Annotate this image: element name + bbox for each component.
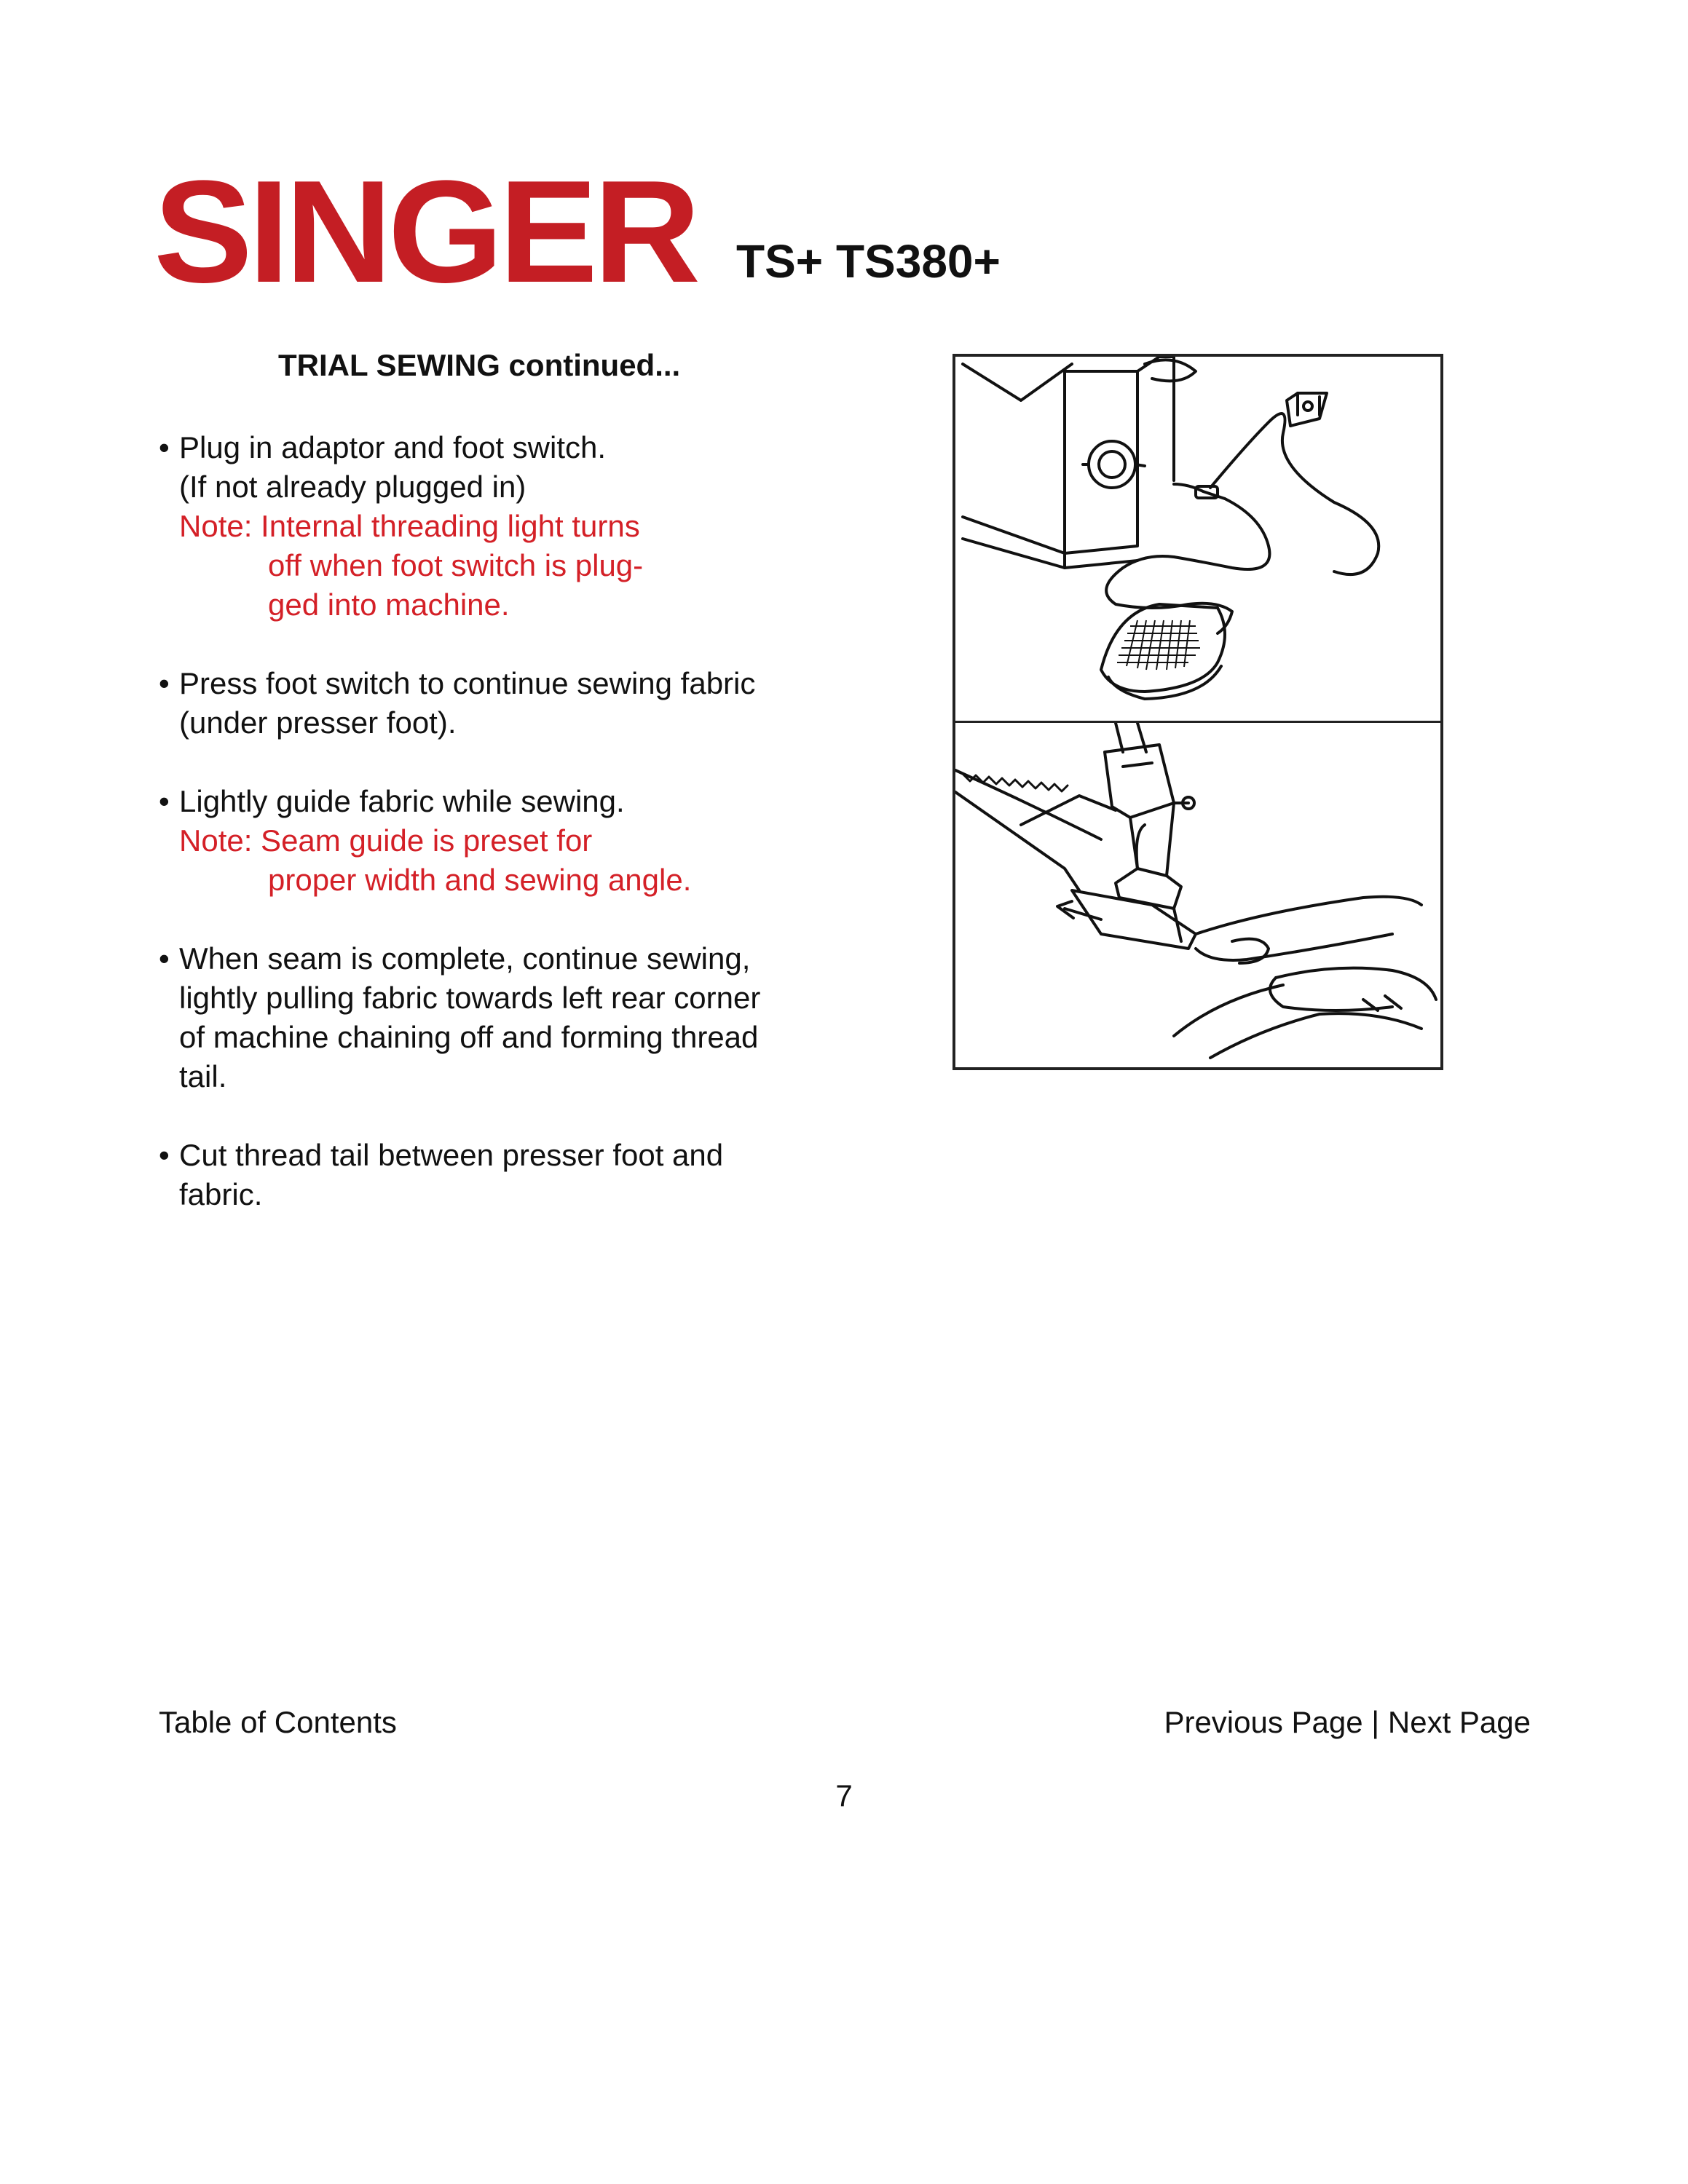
presser-foot-illustration: [955, 723, 1440, 1067]
section-title: TRIAL SEWING continued...: [278, 348, 681, 382]
instruction-text: (If not already plugged in): [179, 470, 526, 504]
instruction-text: tail.: [179, 1059, 227, 1093]
instruction-item: [159, 1136, 887, 1214]
instruction-text: When seam is complete, continue sewing,: [179, 941, 751, 976]
table-of-contents-link[interactable]: Table of Contents: [159, 1705, 397, 1739]
instruction-list: [159, 428, 887, 1254]
instruction-item: [159, 428, 887, 625]
instruction-text: of machine chaining off and forming thread: [179, 1020, 759, 1054]
bullet-icon: •: [159, 666, 170, 700]
instruction-text: Press foot switch to continue sewing fabric: [179, 666, 756, 700]
note-label: Note: Seam guide is preset for: [179, 823, 593, 858]
bullet-icon: •: [159, 941, 170, 976]
instruction-text: lightly pulling fabric towards left rear corner: [179, 981, 761, 1015]
instruction-item: [159, 664, 887, 743]
note-label: Note: Internal threading light turns: [179, 509, 640, 543]
instruction-text: Plug in adaptor and foot switch.: [179, 430, 607, 464]
page-number: 7: [835, 1779, 853, 1813]
instruction-text: Lightly guide fabric while sewing.: [179, 784, 625, 818]
bullet-icon: •: [159, 430, 170, 464]
instruction-text: (under presser foot).: [179, 705, 457, 740]
instruction-text: fabric.: [179, 1177, 263, 1211]
instruction-item: [159, 939, 887, 1096]
previous-page-link[interactable]: Previous Page: [1164, 1705, 1363, 1739]
page-header: [154, 169, 1537, 300]
singer-logo: [154, 169, 700, 289]
brand-logo-text: SINGER: [154, 169, 698, 289]
instruction-text: Cut thread tail between presser foot and: [179, 1138, 724, 1172]
note-text: off when foot switch is plug-: [268, 548, 644, 582]
note-text: proper width and sewing angle.: [268, 863, 692, 897]
nav-separator: |: [1371, 1705, 1380, 1739]
next-page-link[interactable]: Next Page: [1387, 1705, 1531, 1739]
page-navigation: [1164, 1705, 1531, 1740]
note-text: ged into machine.: [268, 587, 510, 622]
illustration-figure: [953, 354, 1443, 1070]
foot-switch-illustration: [955, 357, 1440, 721]
model-name: TS+ TS380+: [736, 235, 1001, 288]
bullet-icon: •: [159, 784, 170, 818]
instruction-item: [159, 782, 887, 900]
bullet-icon: •: [159, 1138, 170, 1172]
